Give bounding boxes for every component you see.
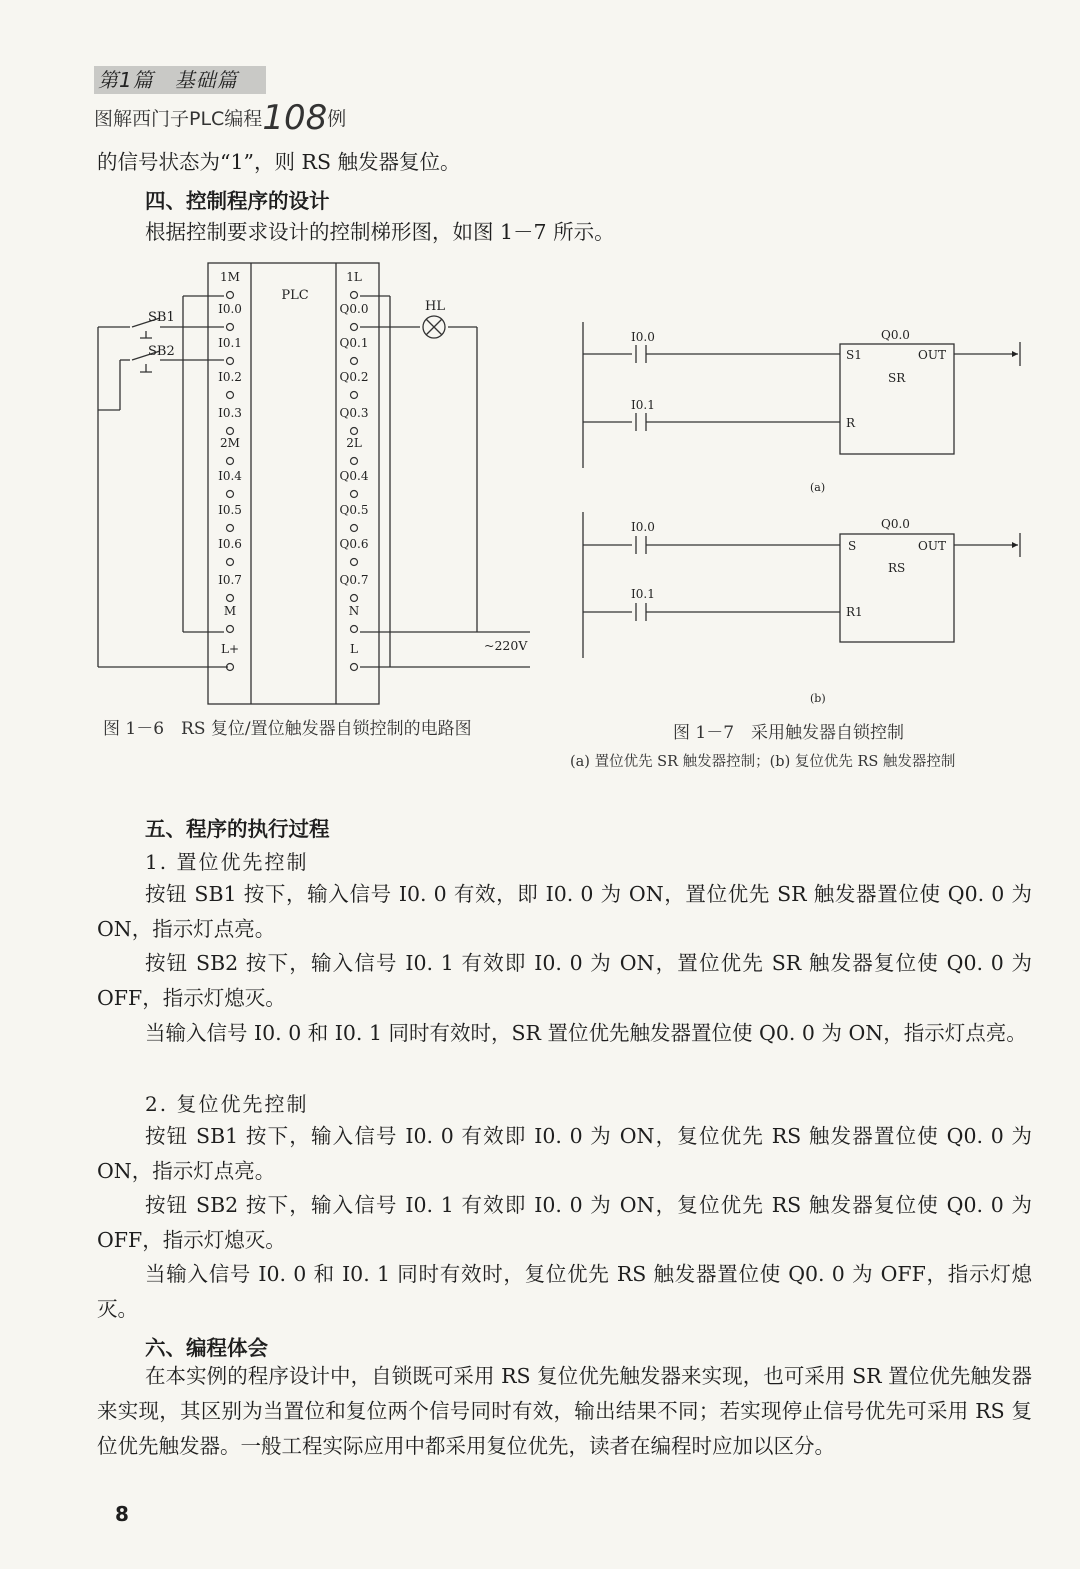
right-terminal-circle bbox=[351, 525, 358, 532]
left-terminal-circle bbox=[227, 458, 234, 465]
left-terminal-circle bbox=[227, 358, 234, 365]
a-label: (a) bbox=[810, 481, 826, 494]
b-in1-label: I0.0 bbox=[631, 520, 655, 534]
left-terminal-label: I0.2 bbox=[218, 370, 242, 384]
section5-p2: 按钮 SB2 按下，输入信号 I0. 1 有效即 I0. 0 为 ON，置位优先 SR 触发器复位使 Q0. 0 为 OFF，指示灯熄灭。 bbox=[97, 951, 1032, 1010]
sb2-label: SB2 bbox=[148, 344, 175, 359]
left-terminal-circle bbox=[227, 292, 234, 299]
left-terminal-label: I0.3 bbox=[218, 406, 242, 420]
left-terminal-circle bbox=[227, 392, 234, 399]
fig7-caption: 图 1－7 采用触发器自锁控制 bbox=[673, 723, 905, 743]
fig6-caption: 图 1－6 RS 复位/置位触发器自锁控制的电路图 bbox=[103, 719, 472, 739]
left-terminal-label: I0.7 bbox=[218, 573, 242, 587]
book-title-prefix: 图解西门子PLC编程 bbox=[94, 108, 263, 130]
left-terminal-circle bbox=[227, 626, 234, 633]
right-terminal-label: L bbox=[350, 642, 358, 656]
page-number: 8 bbox=[115, 1502, 129, 1526]
right-terminal-label: Q0.6 bbox=[339, 537, 369, 551]
b-label: (b) bbox=[810, 692, 826, 705]
part-label: 第1篇 基础篇 bbox=[94, 66, 266, 94]
section6-heading: 六、编程体会 bbox=[145, 1336, 268, 1360]
right-terminal-label: Q0.5 bbox=[339, 503, 369, 517]
right-terminal-circle bbox=[351, 664, 358, 671]
right-terminal-label: Q0.0 bbox=[339, 302, 369, 316]
section5-sub2: 2. 复位优先控制 bbox=[145, 1092, 309, 1116]
a-block-label: SR bbox=[888, 371, 906, 385]
left-terminal-circle bbox=[227, 525, 234, 532]
left-terminal-label: L+ bbox=[220, 642, 240, 656]
right-terminal-circle bbox=[351, 324, 358, 331]
hl-label: HL bbox=[425, 299, 445, 314]
supply-label: ~220V bbox=[484, 638, 528, 653]
terminal-group bbox=[218, 270, 369, 671]
fig7-subcaption: (a) 置位优先 SR 触发器控制；(b) 复位优先 RS 触发器控制 bbox=[570, 754, 956, 770]
section4-heading: 四、控制程序的设计 bbox=[145, 189, 330, 213]
left-terminal-circle bbox=[227, 491, 234, 498]
right-terminal-circle bbox=[351, 559, 358, 566]
section5-heading: 五、程序的执行过程 bbox=[145, 817, 330, 841]
left-terminal-circle bbox=[227, 595, 234, 602]
section5-sub1: 1. 置位优先控制 bbox=[145, 850, 309, 874]
book-title-number: 108 bbox=[262, 98, 328, 138]
plc-frame bbox=[208, 263, 379, 704]
section5-p1: 按钮 SB1 按下，输入信号 I0. 0 有效，即 I0. 0 为 ON，置位优先 SR 触发器置位使 Q0. 0 为 ON，指示灯点亮。 bbox=[97, 882, 1032, 941]
right-terminal-circle bbox=[351, 458, 358, 465]
right-terminal-label: 1L bbox=[346, 270, 362, 284]
section5-p3: 当输入信号 I0. 0 和 I0. 1 同时有效时，SR 置位优先触发器置位使 Q0. 0 为 ON，指示灯点亮。 bbox=[145, 1021, 1027, 1045]
left-terminal-label: I0.5 bbox=[218, 503, 242, 517]
a-in1-label: I0.0 bbox=[631, 330, 655, 344]
b-set-pin: S bbox=[848, 539, 857, 553]
book-title-suffix: 例 bbox=[327, 108, 347, 130]
intro-text: 的信号状态为“1”，则 RS 触发器复位。 bbox=[97, 150, 461, 174]
left-terminal-label: I0.0 bbox=[218, 302, 242, 316]
a-out-pin: OUT bbox=[918, 348, 946, 362]
b-out-pin: OUT bbox=[918, 539, 946, 553]
right-terminal-label: N bbox=[348, 604, 360, 618]
figures-svg bbox=[0, 0, 1080, 760]
section5-p4: 按钮 SB1 按下，输入信号 I0. 0 有效即 I0. 0 为 ON，复位优先 RS 触发器置位使 Q0. 0 为 ON，指示灯点亮。 bbox=[97, 1124, 1032, 1183]
b-out-label: Q0.0 bbox=[881, 517, 910, 531]
plc-label: PLC bbox=[281, 288, 309, 303]
section6-text: 在本实例的程序设计中，自锁既可采用 RS 复位优先触发器来实现，也可采用 SR 置位优先触发器来实现，其区别为当置位和复位两个信号同时有效，输出结果不同；若实现停止信号优先可采用 RS 复位优先触发器。一般工程实际应用中都采用复位优先，读者在编程时应加以区分。 bbox=[97, 1364, 1032, 1458]
a-in2-label: I0.1 bbox=[631, 398, 655, 412]
left-terminal-label: 1M bbox=[220, 270, 240, 284]
section5-p5: 按钮 SB2 按下，输入信号 I0. 1 有效即 I0. 0 为 ON，复位优先 RS 触发器复位使 Q0. 0 为 OFF，指示灯熄灭。 bbox=[97, 1193, 1032, 1252]
right-terminal-circle bbox=[351, 358, 358, 365]
left-terminal-circle bbox=[227, 559, 234, 566]
right-terminal-circle bbox=[351, 292, 358, 299]
left-terminal-circle bbox=[227, 324, 234, 331]
right-terminal-label: Q0.3 bbox=[339, 406, 369, 420]
right-terminal-circle bbox=[351, 491, 358, 498]
right-terminal-label: 2L bbox=[346, 436, 362, 450]
b-block-label: RS bbox=[888, 561, 906, 575]
section4-text: 根据控制要求设计的控制梯形图，如图 1－7 所示。 bbox=[145, 220, 615, 244]
sb1-label: SB1 bbox=[148, 310, 175, 325]
left-terminal-circle bbox=[227, 428, 234, 435]
left-terminal-label: I0.6 bbox=[218, 537, 242, 551]
b-in2-label: I0.1 bbox=[631, 587, 655, 601]
right-terminal-circle bbox=[351, 626, 358, 633]
right-terminal-label: Q0.1 bbox=[339, 336, 369, 350]
a-out-label: Q0.0 bbox=[881, 328, 910, 342]
left-terminal-label: 2M bbox=[220, 436, 240, 450]
section5-p6: 当输入信号 I0. 0 和 I0. 1 同时有效时，复位优先 RS 触发器置位使 Q0. 0 为 OFF，指示灯熄灭。 bbox=[97, 1262, 1032, 1321]
left-terminal-label: I0.4 bbox=[218, 469, 242, 483]
right-terminal-label: Q0.2 bbox=[339, 370, 369, 384]
right-terminal-label: Q0.7 bbox=[339, 573, 369, 587]
left-terminal-label: I0.1 bbox=[218, 336, 242, 350]
right-terminal-circle bbox=[351, 595, 358, 602]
b-reset-pin: R1 bbox=[846, 605, 863, 619]
a-set-pin: S1 bbox=[846, 348, 862, 362]
right-terminal-circle bbox=[351, 392, 358, 399]
right-terminal-label: Q0.4 bbox=[339, 469, 369, 483]
right-terminal-circle bbox=[351, 428, 358, 435]
left-terminal-label: M bbox=[223, 604, 237, 618]
a-reset-pin: R bbox=[846, 416, 856, 430]
